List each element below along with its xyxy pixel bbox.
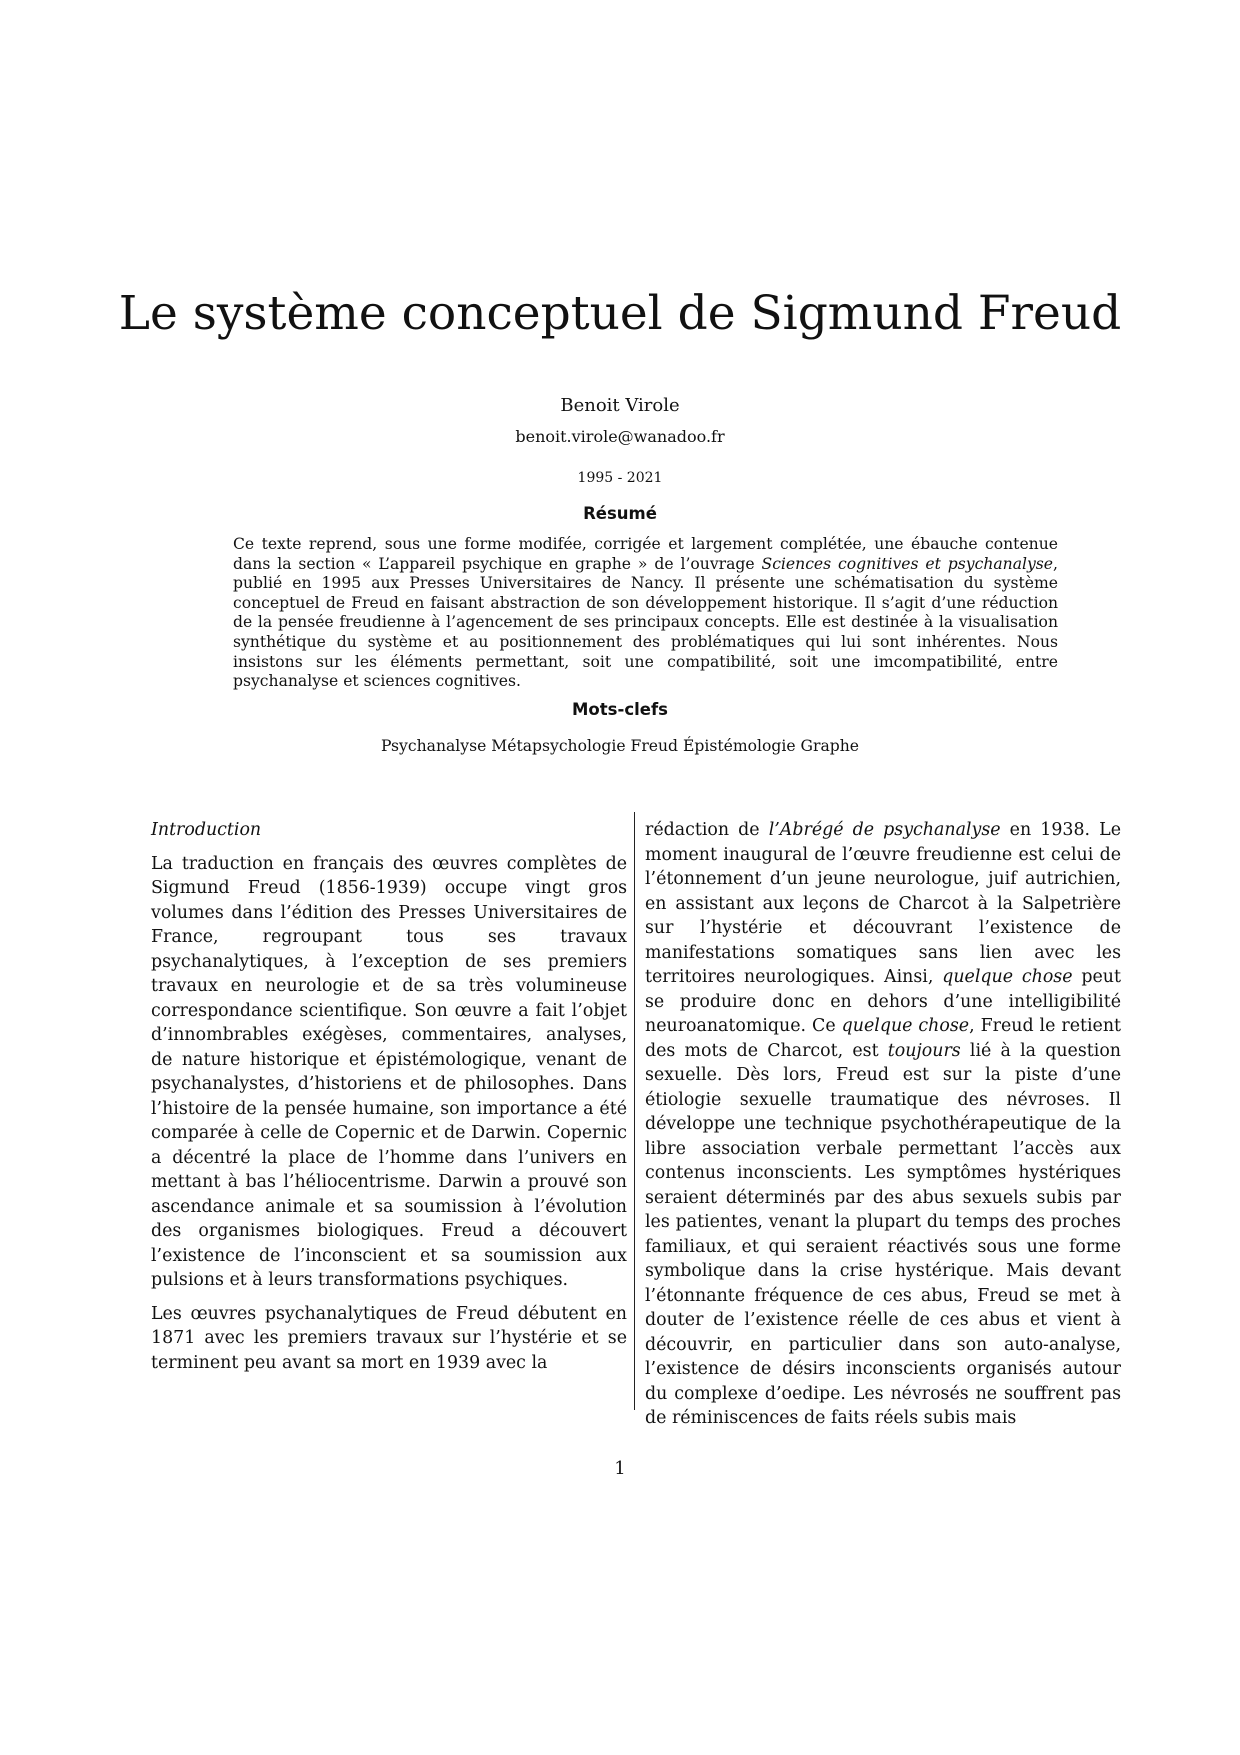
body-paragraph: Les œuvres psychanalytiques de Freud débutent en 1871 avec les premiers travaux sur l’hystérie et se terminent peu avant sa mort en 1939 avec la	[151, 1303, 627, 1373]
body-paragraph: La traduction en français des œuvres complètes de Sigmund Freud (1856-1939) occupe vingt gros volumes dans l’édition des Presses Universitaires de France, regroupant tous ses travaux psychanalytiques, à l’exception de ses premiers travaux en neurologie et de sa très volumineuse correspondance scientifique. Son œuvre a fait l’objet d’innombrables exégèses, commentaires, analyses, de nature historique et épistémologique, venant de psychanalystes, d’historiens et de philosophes. Dans l’histoire de la pensée humaine, son importance a été comparée à celle de Copernic et de Darwin. Copernic a décentré la place de l’homme dans l’univers en mettant à bas l’héliocentrisme. Darwin a prouvé son ascendance animale et sa soumission à l’évolution des organismes biologiques. Freud a découvert l’existence de l’inconscient et sa soumission aux pulsions et à leurs transformations psychiques.	[151, 853, 627, 1290]
section-title-introduction: Introduction	[151, 820, 262, 840]
body-paragraph: rédaction de l’Abrégé de psychanalyse en 1938. Le moment inaugural de l’œuvre freudienne est celui de l’étonnement d’un jeune neurologue, juif autrichien, en assistant aux leçons de Charcot à la Salpetrière sur l’hystérie et découvrant l’existence de manifestations somatiques sans lien avec les territoires neurologiques. Ainsi, quelque chose peut se produire donc en dehors d’une intelligibilité neuroanatomique. Ce quelque chose, Freud le retient des mots de Charcot, est toujours lié à la question sexuelle. Dès lors, Freud est sur la piste d’une étiologie sexuelle traumatique des névroses. Il développe une technique psychothérapeutique de la libre association verbale permettant l’accès aux contenus inconscients. Les symptômes hystériques seraient déterminés par des abus sexuels subis par les patientes, venant la plupart du temps des proches familiaux, et qui seraient réactivés sous une forme symbolique dans la crise hystérique. Mais devant l’étonnante fréquence de ces abus, Freud se met à douter de l’existence réelle de ces abus et vient à découvrir, en particulier dans son auto-analyse, l’existence de désirs inconscients organisés autour du complexe d’oedipe. Les névrosés ne souffrent pas de réminiscences de faits réels subis mais	[645, 820, 1122, 1428]
page-number: 1	[614, 1458, 626, 1479]
author-name: Benoit Virole	[560, 395, 680, 416]
column-divider	[634, 812, 635, 1410]
left-column	[151, 818, 627, 1384]
paper-title: Le système conceptuel de Sigmund Freud	[118, 286, 1122, 341]
date-range: 1995 - 2021	[577, 470, 663, 486]
abstract-text: Ce texte reprend, sous une forme modifée, corrigée et largement complétée, une ébauche contenue dans la section « L’appareil psychique en graphe » de l’ouvrage Sciences cognitives et psychanalyse, publié en 1995 aux Presses Universitaires de Nancy. Il présente une schématisation du système conceptuel de Freud en faisant abstraction de son développement historique. Il s’agit d’une réduction de la pensée freudienne à l’agencement de ses principaux concepts. Elle est destinée à la visualisation synthétique du système et au positionnement des problématiques qui lui sont inhérentes. Nous insistons sur les éléments permettant, soit une compatibilité, soit une imcompatibilité, entre psychanalyse et sciences cognitives.	[233, 535, 1058, 691]
keywords-text: Psychanalyse Métapsychologie Freud Épistémologie Graphe	[380, 737, 860, 755]
abstract-heading: Résumé	[583, 504, 657, 523]
author-email: benoit.virole@wanadoo.fr	[515, 427, 725, 446]
keywords-heading: Mots-clefs	[572, 700, 668, 719]
right-column	[645, 818, 1121, 1440]
